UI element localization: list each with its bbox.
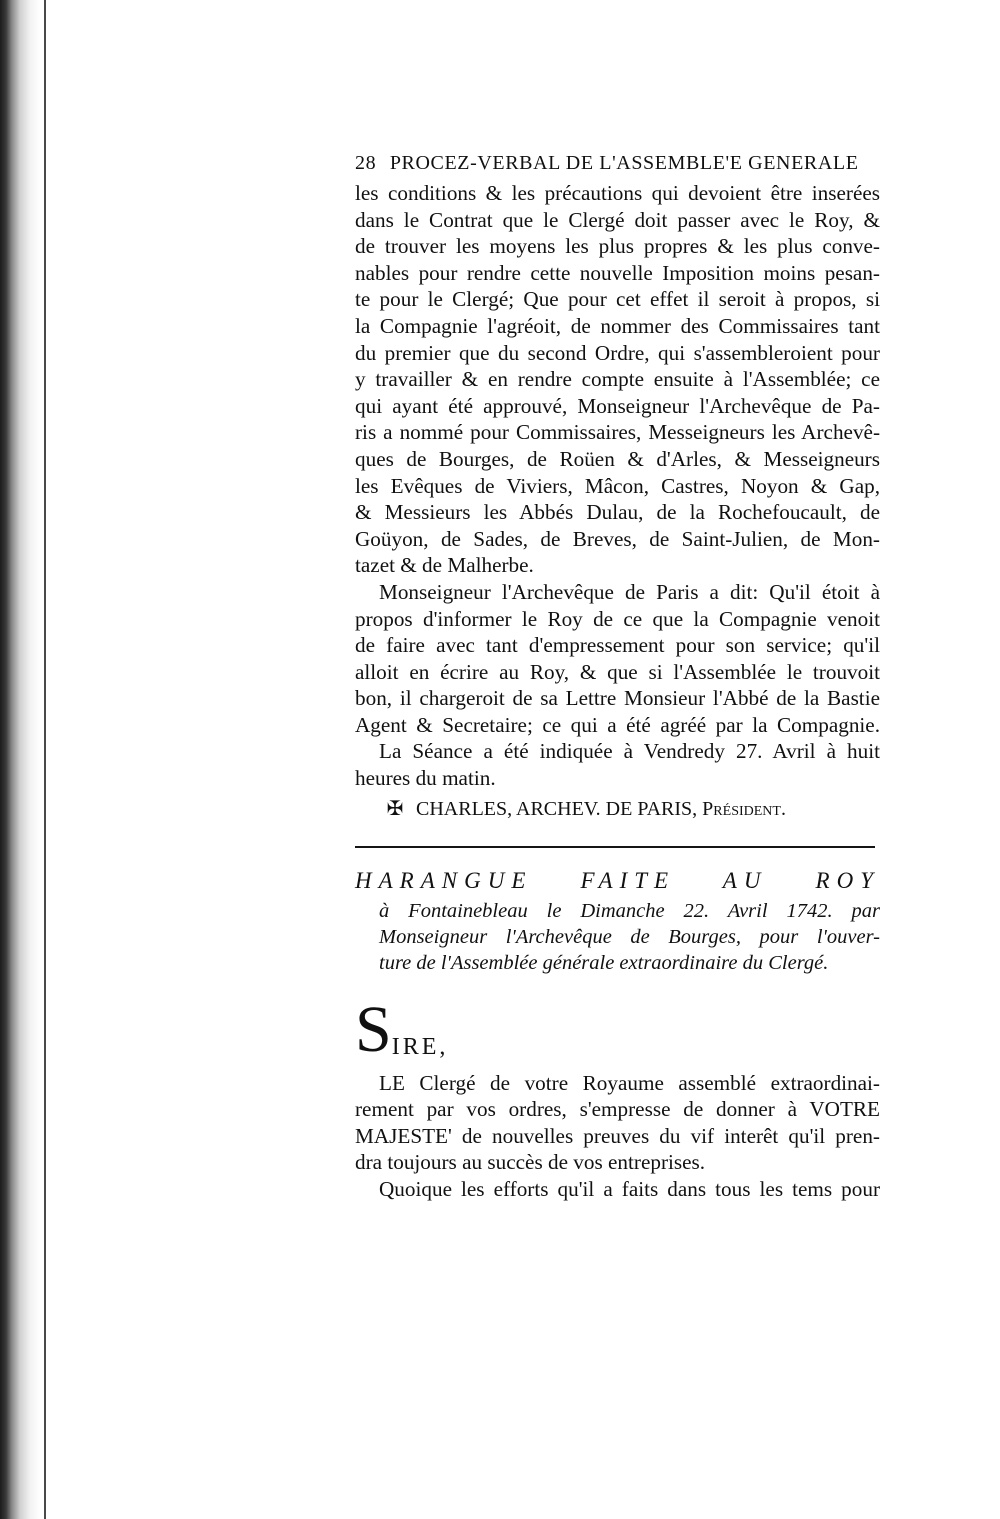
text-line: te pour le Clergé; Que pour cet effet il seroit à propos, si [355, 287, 880, 312]
text-line: ris a nommé pour Commissaires, Messeigneurs les Archevê- [355, 420, 880, 445]
salutation-rest: IRE, [391, 1033, 449, 1060]
text-line: propos d'informer le Roy de ce que la Compagnie venoit [355, 606, 880, 631]
salutation [355, 992, 880, 1066]
running-head [355, 148, 880, 178]
harangue-title: HARANGUE FAITE AU ROY [355, 867, 880, 893]
text-line: dra toujours au succès de vos entreprises. [355, 1150, 706, 1175]
text-line: de trouver les moyens les plus propres & les plus conve- [355, 234, 880, 259]
page-number: 28 [355, 152, 377, 174]
text-line: tazet & de Malherbe. [355, 553, 534, 578]
text-line: dans le Contrat que le Clergé doit passer avec le Roy, & [355, 207, 880, 232]
text-line: MAJESTE' de nouvelles preuves du vif interêt qu'il pren- [355, 1123, 880, 1148]
text-line: LE Clergé de votre Royaume assemblé extraordinai- [379, 1070, 880, 1095]
signature-text: CHARLES, ARCHEV. DE PARIS, Président. [416, 797, 786, 820]
text-line: y travailler & en rendre compte ensuite à l'Assemblée; ce [355, 367, 880, 392]
book-binding-edge [0, 0, 58, 1519]
text-line: ques de Bourges, de Roüen & d'Arles, & Messeigneurs [355, 446, 880, 471]
heading-line: Monseigneur l'Archevêque de Bourges, pour l'ouver- [379, 925, 880, 948]
text-line: Agent & Secretaire; ce qui a été agréé par la Compagnie. [355, 712, 880, 737]
text-line: Monseigneur l'Archevêque de Paris a dit: Qu'il étoit à [379, 579, 880, 604]
text-line: du premier que du second Ordre, qui s'assembleroient pour [355, 340, 880, 365]
harangue-heading [355, 868, 880, 976]
speech-text [355, 1070, 880, 1203]
text-line: la Compagnie l'agréoit, de nommer des Commissaires tant [355, 313, 880, 338]
proceedings-text [355, 180, 880, 792]
text-line: de faire avec tant d'empressement pour son service; qu'il [355, 633, 880, 658]
heading-line: à Fontainebleau le Dimanche 22. Avril 1742. par [379, 899, 880, 922]
heading-line: ture de l'Assemblée générale extraordinaire du Clergé. [379, 951, 829, 974]
maltese-cross-icon: ✠ [386, 797, 404, 820]
text-line: les conditions & les précautions qui devoient être inserées [355, 181, 880, 205]
text-line: Goüyon, de Sades, de Breves, de Saint-Julien, de Mon- [355, 526, 880, 551]
running-head-title: PROCEZ-VERBAL DE L'ASSEMBLE'E GENERALE [389, 152, 859, 174]
text-line: les Evêques de Viviers, Mâcon, Castres, Noyon & Gap, [355, 473, 880, 498]
text-line: nables pour rendre cette nouvelle Imposition moins pesan- [355, 260, 880, 285]
text-line: bon, il chargeroit de sa Lettre Monsieur l'Abbé de la Bastie [355, 686, 880, 711]
text-line: qui ayant été approuvé, Monseigneur l'Archevêque de Pa- [355, 393, 880, 418]
text-line: heures du matin. [355, 766, 496, 791]
text-line: La Séance a été indiquée à Vendredy 27. Avril à huit [379, 739, 880, 764]
text-line: alloit en écrire au Roy, & que si l'Assemblée le trouvoit [355, 659, 880, 684]
text-line: & Messieurs les Abbés Dulau, de la Rochefoucault, de [355, 500, 880, 525]
text-line: rement par vos ordres, s'empresse de donner à VOTRE [355, 1097, 880, 1122]
section-divider [355, 846, 875, 848]
drop-capital: S [355, 992, 392, 1066]
signature [355, 794, 880, 824]
page-content [355, 148, 880, 1203]
text-line: Quoique les efforts qu'il a faits dans tous les tems pour [379, 1177, 880, 1202]
